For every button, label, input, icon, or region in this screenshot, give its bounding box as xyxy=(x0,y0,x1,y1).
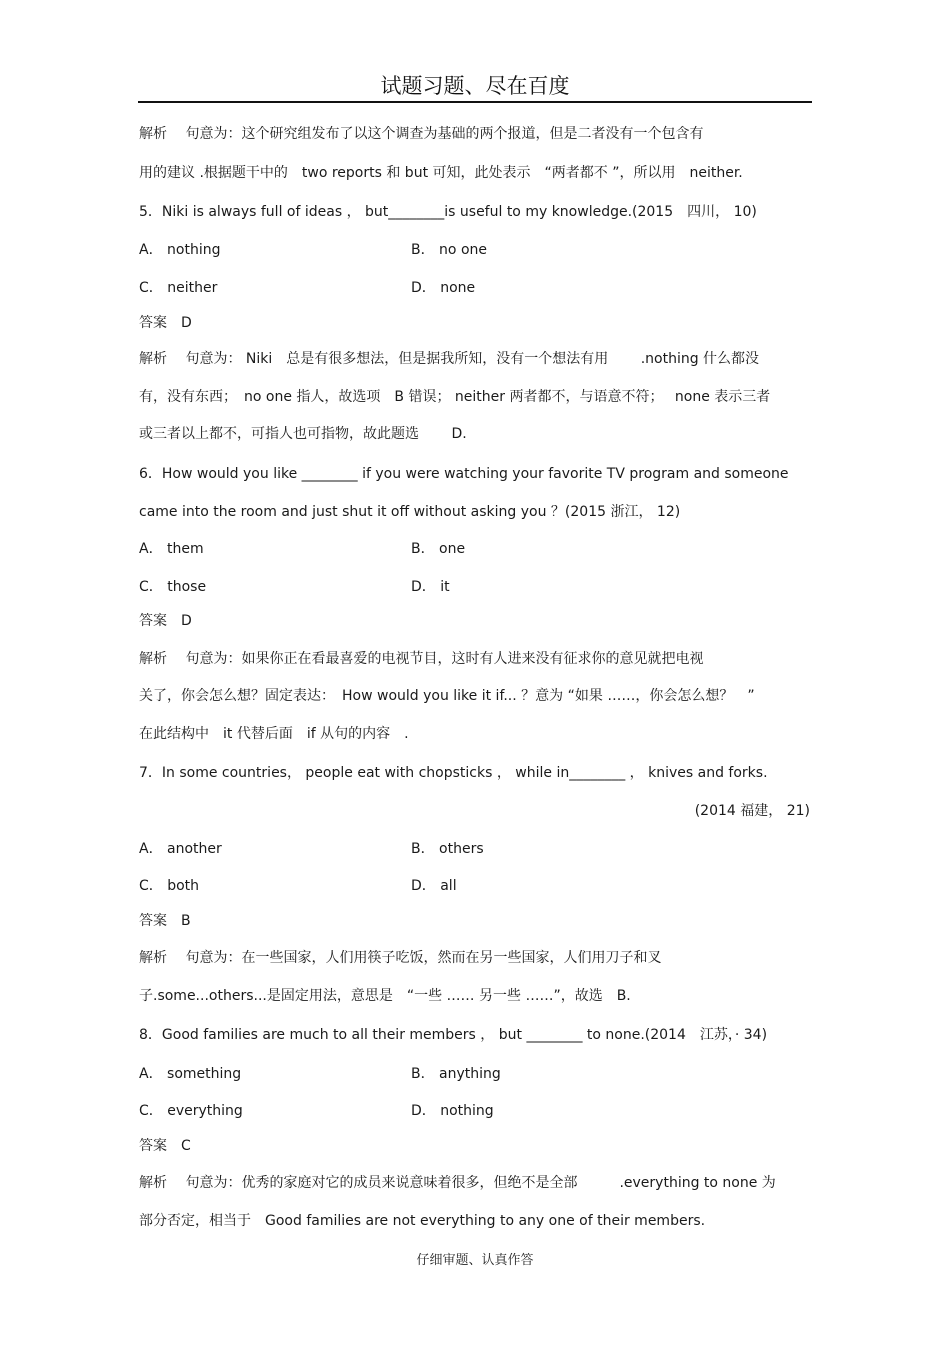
q8-explanation-line-1: 解析 句意为：优秀的家庭对它的成员来说意味着很多，但绝不是全部 .everything to none 为 xyxy=(139,1175,776,1191)
q6-explanation-line-1: 解析 句意为：如果你正在看最喜爱的电视节目，这时有人进来没有征求你的意见就把电视 xyxy=(139,651,704,667)
q7-option-d: D． all xyxy=(411,878,457,894)
page-header-title: 试题习题、尽在百度 xyxy=(380,74,570,98)
q6-explanation-line-2: 关了，你会怎么想？固定表达： How would you like it if... ？意为 “如果 ……，你会怎么想？ ” xyxy=(139,688,755,704)
q8-option-a: A． something xyxy=(139,1066,242,1082)
q7-explanation-line-1: 解析 句意为：在一些国家，人们用筷子吃饭，然而在另一些国家，人们用刀子和叉 xyxy=(139,950,662,966)
q7-answer: 答案 B xyxy=(139,913,191,929)
q5-answer: 答案 D xyxy=(139,315,192,331)
q7-option-b: B． others xyxy=(411,841,484,857)
q7-option-c: C． both xyxy=(139,878,200,894)
q5-question: 5．Niki is always full of ideas ， but________is useful to my knowledge.(2015 四川， 10) xyxy=(139,204,757,220)
q8-option-c: C． everything xyxy=(139,1103,243,1119)
q6-option-d: D． it xyxy=(411,579,450,595)
q6-option-a: A． them xyxy=(139,541,204,557)
q7-option-a: A． another xyxy=(139,841,222,857)
q5-explanation-line-2: 有，没有东西； no one 指人，故选项 B 错误； neither 两者都不，与语意不符； none 表示三者 xyxy=(139,389,771,405)
q8-option-b: B． anything xyxy=(411,1066,501,1082)
q6-question-line-2: came into the room and just shut it off without asking you ？(2015 浙江， 12) xyxy=(139,504,681,520)
q6-explanation-line-3: 在此结构中 it 代替后面 if 从句的内容 . xyxy=(139,726,409,742)
q8-explanation-line-2: 部分否定，相当于 Good families are not everything to any one of their members. xyxy=(139,1213,706,1229)
q6-option-c: C． those xyxy=(139,579,207,595)
q8-answer: 答案 C xyxy=(139,1138,191,1154)
q5-option-c: C． neither xyxy=(139,280,218,296)
q5-option-a: A． nothing xyxy=(139,242,221,258)
q6-question-line-1: 6．How would you like ________ if you were watching your favorite TV program and someone xyxy=(139,466,789,482)
q5-option-b: B． no one xyxy=(411,242,487,258)
page-footer: 仔细审题、认真作答 xyxy=(416,1253,534,1268)
q7-explanation-line-2: 子.some...others...是固定用法，意思是 “一些 …… 另一些 ……”，故选 B. xyxy=(139,988,631,1004)
q4-explanation-line-2: 用的建议 .根据题干中的 two reports 和 but 可知，此处表示 “两者都不 ”，所以用 neither. xyxy=(139,165,743,181)
q6-answer: 答案 D xyxy=(139,613,192,629)
q5-option-d: D． none xyxy=(411,280,476,296)
q5-explanation-line-3: 或三者以上都不，可指人也可指物，故此题选 D. xyxy=(139,426,467,442)
q8-option-d: D． nothing xyxy=(411,1103,494,1119)
q4-explanation-line-1: 解析 句意为：这个研究组发布了以这个调查为基础的两个报道，但是二者没有一个包含有 xyxy=(139,126,704,142)
q5-explanation-line-1: 解析 句意为： Niki 总是有很多想法，但是据我所知，没有一个想法有用 .nothing 什么都没 xyxy=(139,351,760,367)
q7-question: 7．In some countries， people eat with chopsticks ， while in________ ， knives and forks. xyxy=(139,765,768,781)
q6-option-b: B． one xyxy=(411,541,466,557)
header-divider xyxy=(138,101,812,103)
q8-question: 8．Good families are much to all their members ， but ________ to none.(2014 江苏，· 34) xyxy=(139,1027,768,1043)
q7-source: (2014 福建， 21) xyxy=(694,803,810,819)
